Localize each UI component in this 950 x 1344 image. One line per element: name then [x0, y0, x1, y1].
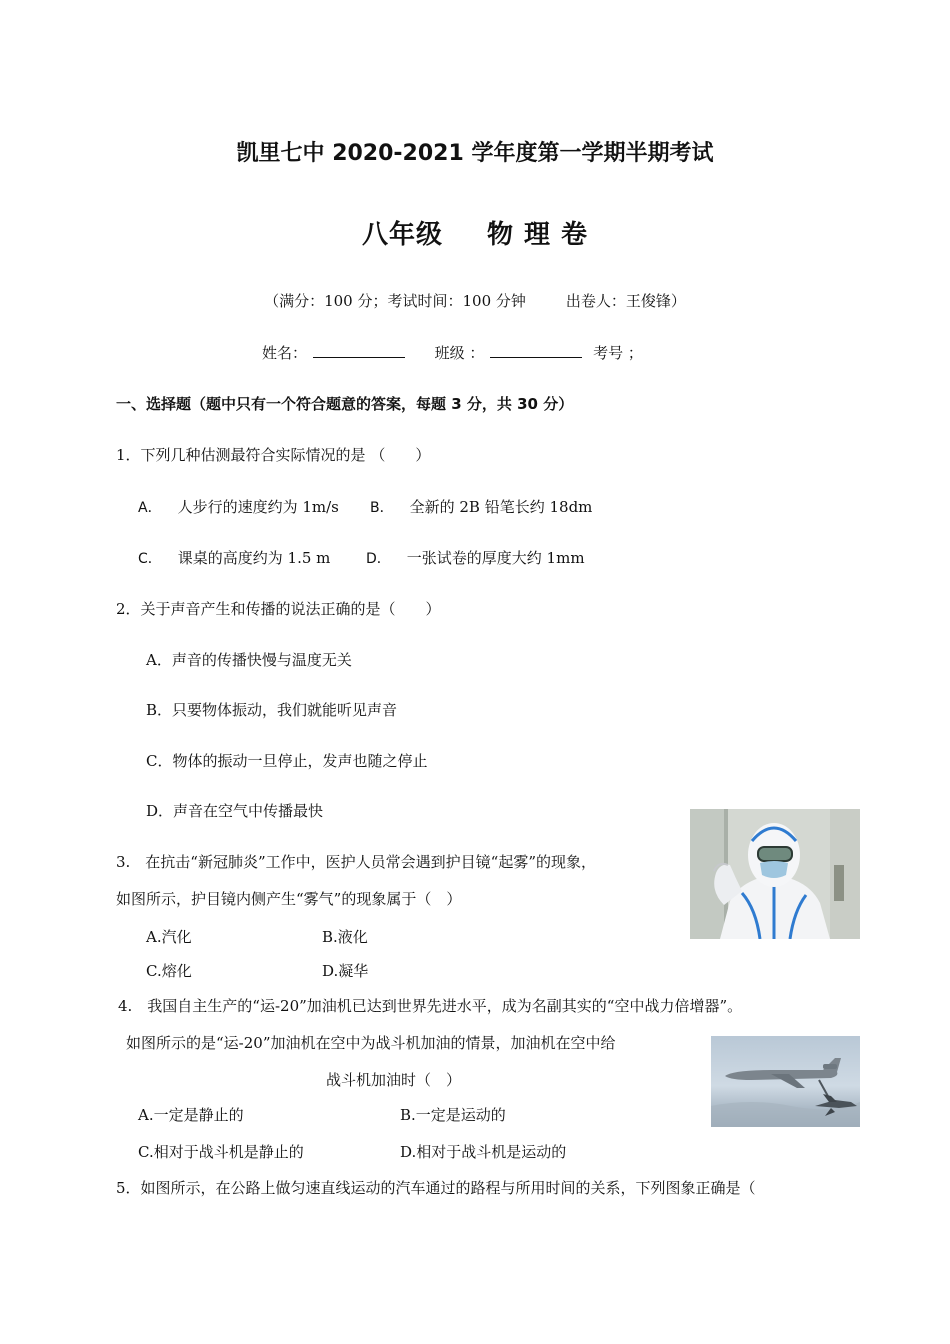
- option-text: 一张试卷的厚度大约 1mm: [406, 549, 585, 567]
- question-4-option-a: A.一定是静止的: [138, 1106, 244, 1124]
- question-2-option-c: C．物体的振动一旦停止，发声也随之停止: [146, 752, 428, 770]
- exam-subtitle: [0, 214, 950, 251]
- option-label: B．: [370, 500, 394, 516]
- question-1-option-a: [138, 496, 339, 517]
- number-label: 考号 ；: [593, 344, 643, 362]
- aerial-refueling-photo: [711, 1036, 860, 1127]
- question-3-stem-line-2: 如图所示，护目镜内侧产生“雾气”的现象属于（ ）: [116, 890, 462, 908]
- name-label: 姓名：: [262, 344, 308, 362]
- option-label: D．: [366, 551, 391, 567]
- question-1-option-d: [366, 547, 585, 568]
- meta-author: 出卷人：王俊锋）: [565, 292, 686, 310]
- grade-label: 八年级: [361, 220, 443, 250]
- medical-worker-photo: [690, 809, 860, 939]
- question-3-option-c: C.熔化: [146, 962, 192, 980]
- class-label: 班级 ：: [434, 344, 485, 362]
- question-3-option-b: B.液化: [322, 928, 368, 946]
- name-blank[interactable]: [313, 343, 405, 358]
- option-text: 人步行的速度约为 1m/s: [177, 498, 339, 516]
- question-4-stem-line-2: 如图所示的是“运-20”加油机在空中为战斗机加油的情景，加油机在空中给: [126, 1034, 616, 1052]
- option-text: 课桌的高度约为 1.5 m: [177, 549, 331, 567]
- section-title: 一、选择题（题中只有一个符合题意的答案，每题 3 分，共 30 分）: [116, 395, 574, 413]
- question-2-stem: 2．关于声音产生和传播的说法正确的是（ ）: [116, 600, 441, 618]
- question-1-stem: 1．下列几种估测最符合实际情况的是 （ ）: [116, 446, 431, 464]
- question-3-stem-line-1: 3. 在抗击“新冠肺炎”工作中，医护人员常会遇到护目镜“起雾”的现象，: [116, 853, 596, 871]
- question-5-stem: 5．如图所示，在公路上做匀速直线运动的汽车通过的路程与所用时间的关系，下列图象正确是（: [116, 1179, 756, 1197]
- question-1-option-b: [370, 496, 592, 517]
- student-info-line: [262, 342, 643, 363]
- question-4-option-c: C.相对于战斗机是静止的: [138, 1143, 304, 1161]
- question-4-stem-line-1: 4. 我国自主生产的“运-20”加油机已达到世界先进水平，成为名副其实的“空中战力倍增器”。: [118, 997, 743, 1015]
- question-3-option-a: A.汽化: [146, 928, 192, 946]
- exam-title: 凯里七中 2020-2021 学年度第一学期半期考试: [236, 141, 714, 166]
- meta-score-time: （满分：100 分；考试时间：100 分钟: [264, 292, 526, 310]
- question-4-option-d: D.相对于战斗机是运动的: [400, 1143, 567, 1161]
- question-4-option-b: B.一定是运动的: [400, 1106, 506, 1124]
- question-2-option-d: D．声音在空气中传播最快: [146, 802, 324, 820]
- option-label: A．: [138, 500, 162, 516]
- subject-label: 物 理 卷: [486, 220, 589, 250]
- question-4-stem-line-3: 战斗机加油时（ ）: [326, 1071, 462, 1089]
- exam-meta: [0, 290, 950, 311]
- option-text: 全新的 2B 铅笔长约 18dm: [409, 498, 593, 516]
- question-3-option-d: D.凝华: [322, 962, 369, 980]
- option-label: C．: [138, 551, 162, 567]
- class-blank[interactable]: [490, 343, 582, 358]
- question-1-option-c: [138, 547, 330, 568]
- question-2-option-a: A．声音的传播快慢与温度无关: [146, 651, 352, 669]
- question-2-option-b: B．只要物体振动，我们就能听见声音: [146, 701, 398, 719]
